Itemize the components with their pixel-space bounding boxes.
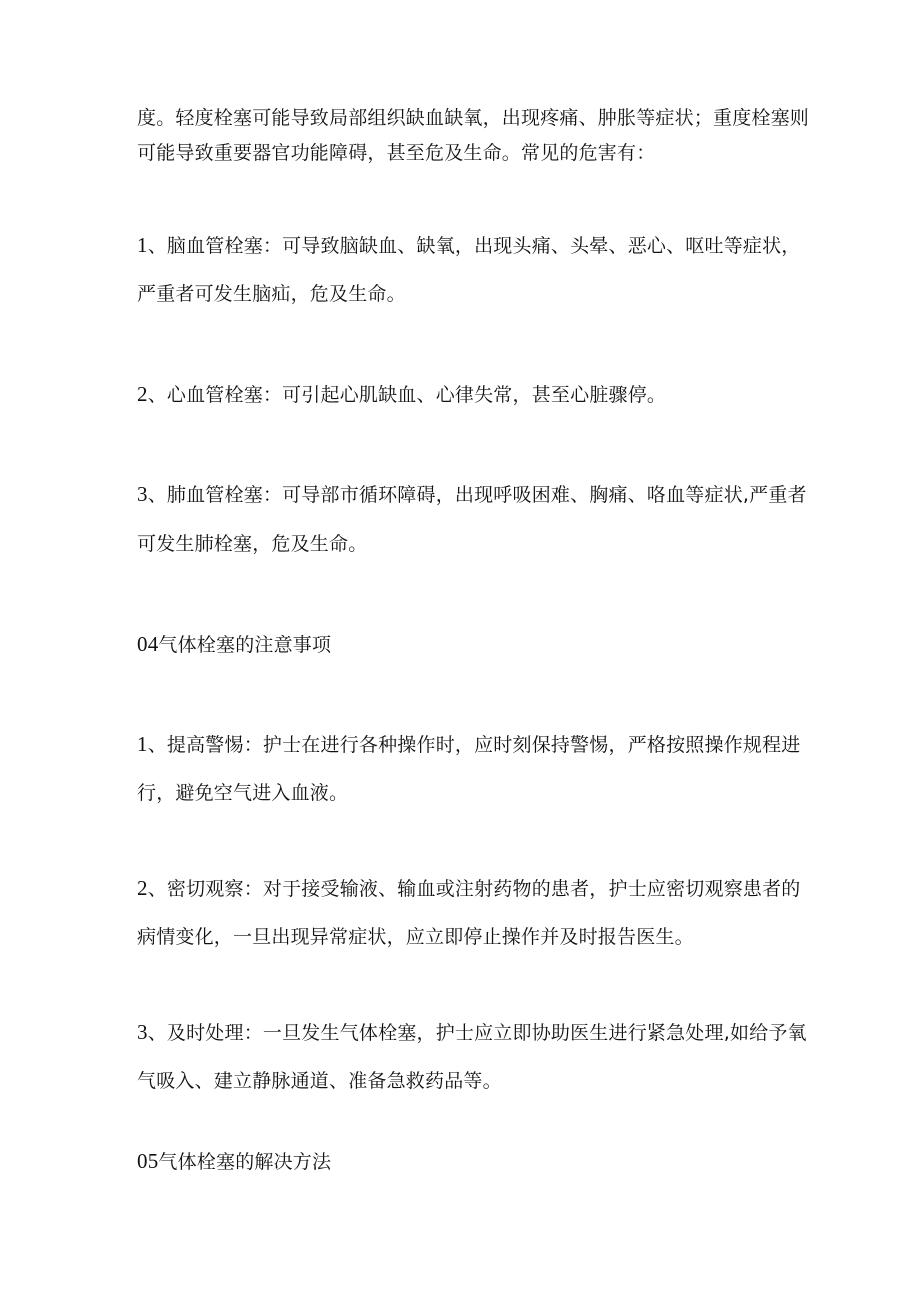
hazard-text-3-line-1: 、肺血管栓塞：可导部市循环障碍，出现呼吸困难、胸痛、咯血等症状,严重者 bbox=[147, 484, 807, 506]
hazard-text-2-line-1: 、心血管栓塞：可引起心肌缺血、心律失常，甚至心脏骤停。 bbox=[147, 384, 667, 406]
hazard-number-1: 1 bbox=[137, 233, 148, 257]
precaution-item-3 bbox=[137, 1020, 807, 1045]
section-05-heading bbox=[137, 1149, 797, 1174]
precaution-number-1: 1 bbox=[137, 732, 148, 756]
precaution-text-1-line-2: 行，避免空气进入血液。 bbox=[137, 782, 349, 804]
precaution-item-2 bbox=[137, 876, 801, 901]
precaution-text-3-line-2: 气吸入、建立静脉通道、准备急救药品等。 bbox=[137, 1070, 502, 1092]
section-04-title: 气体栓塞的注意事项 bbox=[158, 634, 332, 656]
precaution-number-3: 3 bbox=[137, 1020, 148, 1044]
hazard-item-3 bbox=[137, 482, 807, 507]
hazard-text-3-line-2: 可发生肺栓塞，危及生命。 bbox=[137, 533, 368, 555]
precaution-text-3-line-1: 、及时处理：一旦发生气体栓塞，护士应立即协助医生进行紧急处理,如给予氧 bbox=[147, 1022, 807, 1044]
precaution-item-1 bbox=[137, 732, 801, 757]
hazard-item-2 bbox=[137, 382, 797, 407]
precaution-text-2-line-2: 病情变化，一旦出现异常症状，应立即停止操作并及时报告医生。 bbox=[137, 926, 694, 948]
section-05-title: 气体栓塞的解决方法 bbox=[158, 1151, 332, 1173]
precaution-number-2: 2 bbox=[137, 876, 148, 900]
hazard-text-1-line-1: 、脑血管栓塞：可导致脑缺血、缺氧，出现头痛、头晕、恶心、呕吐等症状， bbox=[147, 235, 801, 257]
hazard-item-1 bbox=[137, 233, 801, 258]
intro-line-2: 可能导致重要器官功能障碍，甚至危及生命。常见的危害有： bbox=[137, 142, 656, 164]
precaution-text-2-line-1: 、密切观察：对于接受输液、输血或注射药物的患者，护士应密切观察患者的 bbox=[147, 878, 801, 900]
precaution-text-1-line-1: 、提高警惕：护士在进行各种操作时，应时刻保持警惕，严格按照操作规程进 bbox=[147, 734, 801, 756]
intro-line-1: 度。轻度栓塞可能导致局部组织缺血缺氧，出现疼痛、肿胀等症状；重度栓塞则 bbox=[137, 107, 810, 129]
hazard-text-1-line-2: 严重者可发生脑疝，危及生命。 bbox=[137, 283, 406, 305]
section-04-heading bbox=[137, 632, 797, 657]
section-05-number: 05 bbox=[137, 1149, 159, 1173]
hazard-number-3: 3 bbox=[137, 482, 148, 506]
hazard-number-2: 2 bbox=[137, 382, 148, 406]
section-04-number: 04 bbox=[137, 632, 159, 656]
